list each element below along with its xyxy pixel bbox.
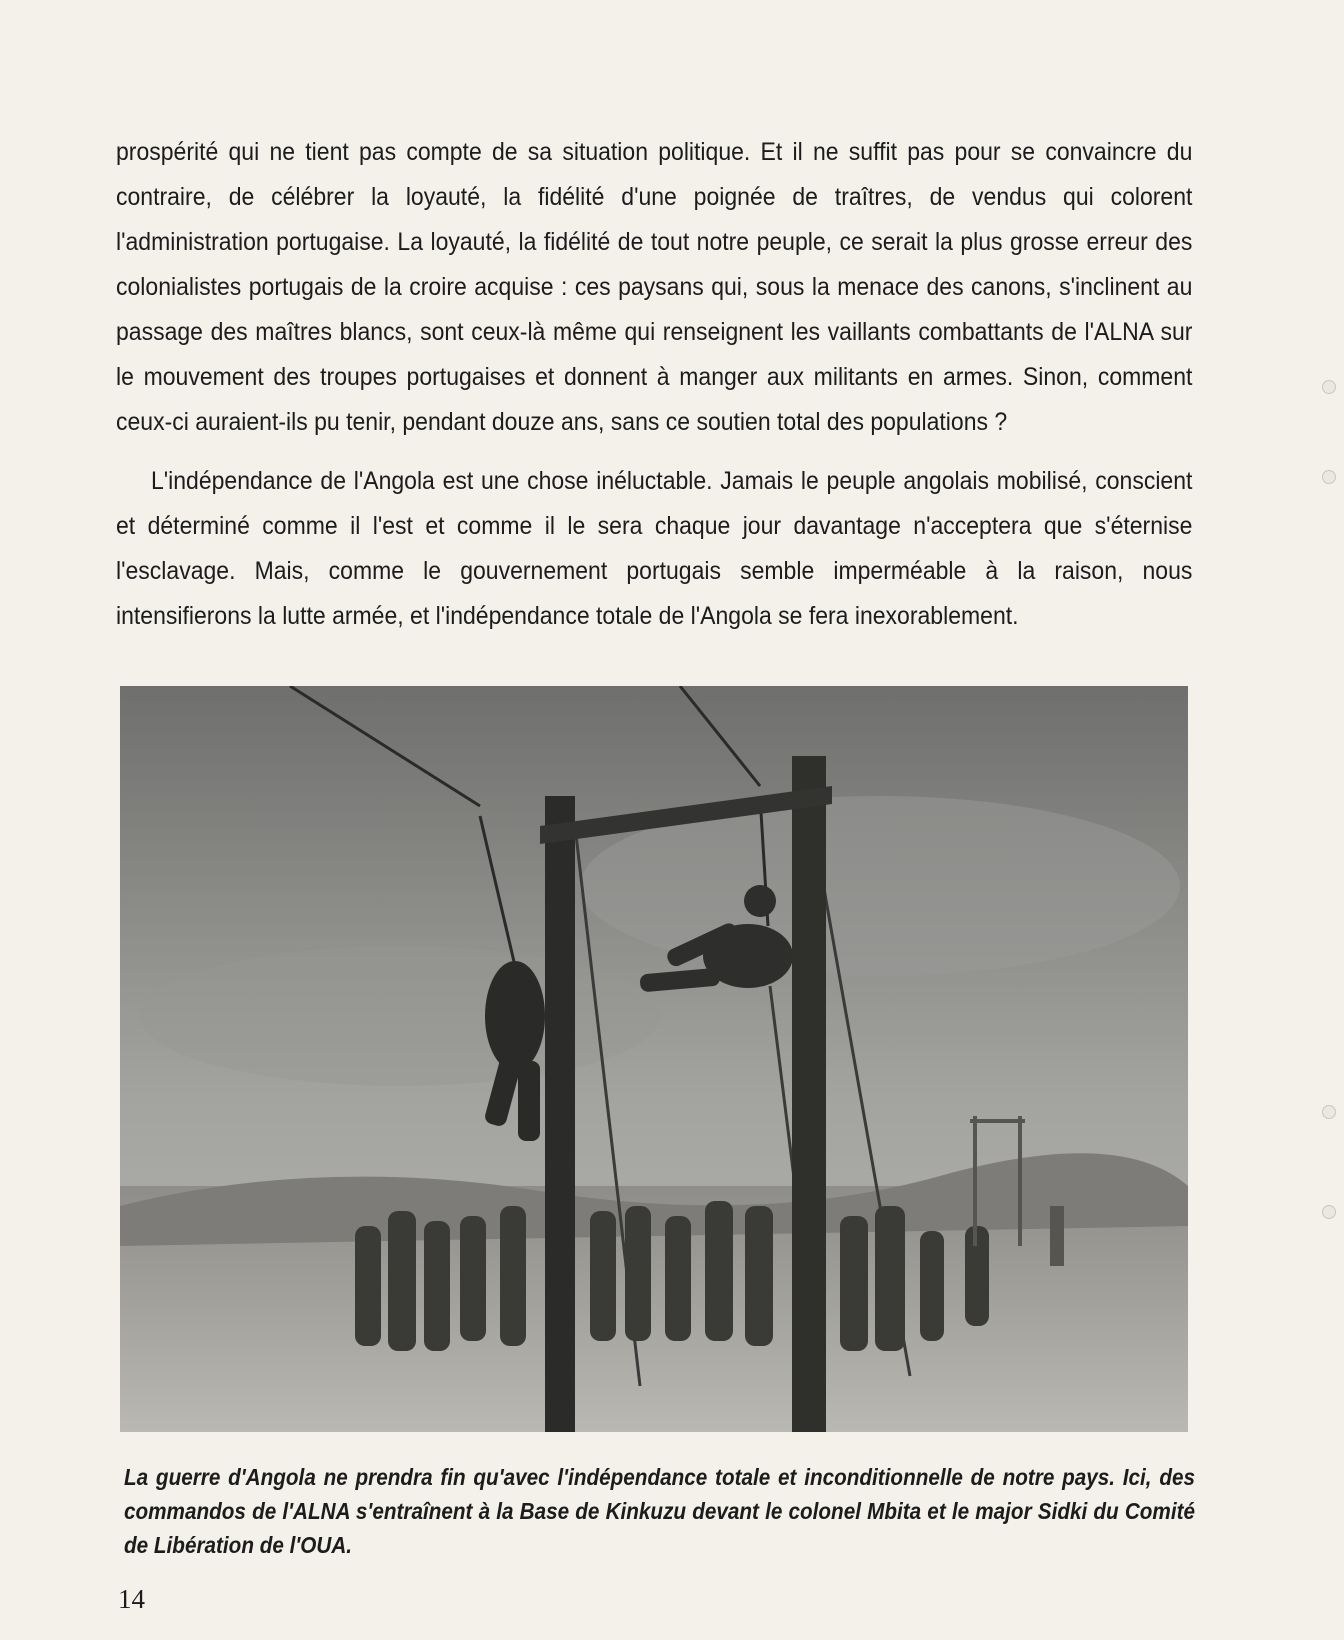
binding-hole (1322, 380, 1336, 394)
binding-hole (1322, 470, 1336, 484)
paragraph-2: L'indépendance de l'Angola est une chose inéluctable. Jamais le peuple angolais mobilisé, conscient et déterminé comme il l'est et comme il le sera chaque jour davantage n'acceptera que s'éternise l'esclavage. Mais, comme le gouvernement portugais semble imperméable à la raison, nous intensifierons la lutte armée, et l'indépendance totale de l'Angola se fera inexorablement. (116, 467, 1193, 630)
binding-hole (1322, 1205, 1336, 1219)
training-photo (120, 686, 1188, 1432)
distant-soldier (1050, 1206, 1064, 1266)
photo-caption: La guerre d'Angola ne prendra fin qu'avec l'indépendance totale et inconditionnelle de notre pays. Ici, des commandos de l'ALNA s'entraînent à la Base de Kinkuzu devant le colonel Mbita et le major Sidki du Comité de Libération de l'OUA. (124, 1464, 1195, 1558)
paragraph-1: prospérité qui ne tient pas compte de sa situation politique. Et il ne suffit pas pour se convaincre du contraire, de célébrer la loyauté, la fidélité d'une poignée de traîtres, de vendus qui colorent l'administration portugaise. La loyauté, la fidélité de tout notre peuple, ce serait la plus grosse erreur des colonialistes portugais de la croire acquise : ces paysans qui, sous la menace des canons, s'inclinent au passage des maîtres blancs, sont ceux-là même qui renseignent les vaillants combattants de l'ALNA sur le mouvement des troupes portugaises et donnent à manger aux militants en armes. Sinon, comment ceux-ci auraient-ils pu tenir, pendant douze ans, sans ce soutien total des populations ? (116, 138, 1193, 436)
page-number: 14 (118, 1584, 145, 1614)
training-photo-illustration (120, 686, 1188, 1432)
binding-hole (1322, 1105, 1336, 1119)
wooden-post (792, 756, 826, 1432)
wooden-post (545, 796, 575, 1432)
cloud (140, 946, 660, 1086)
page-body (116, 130, 1192, 639)
